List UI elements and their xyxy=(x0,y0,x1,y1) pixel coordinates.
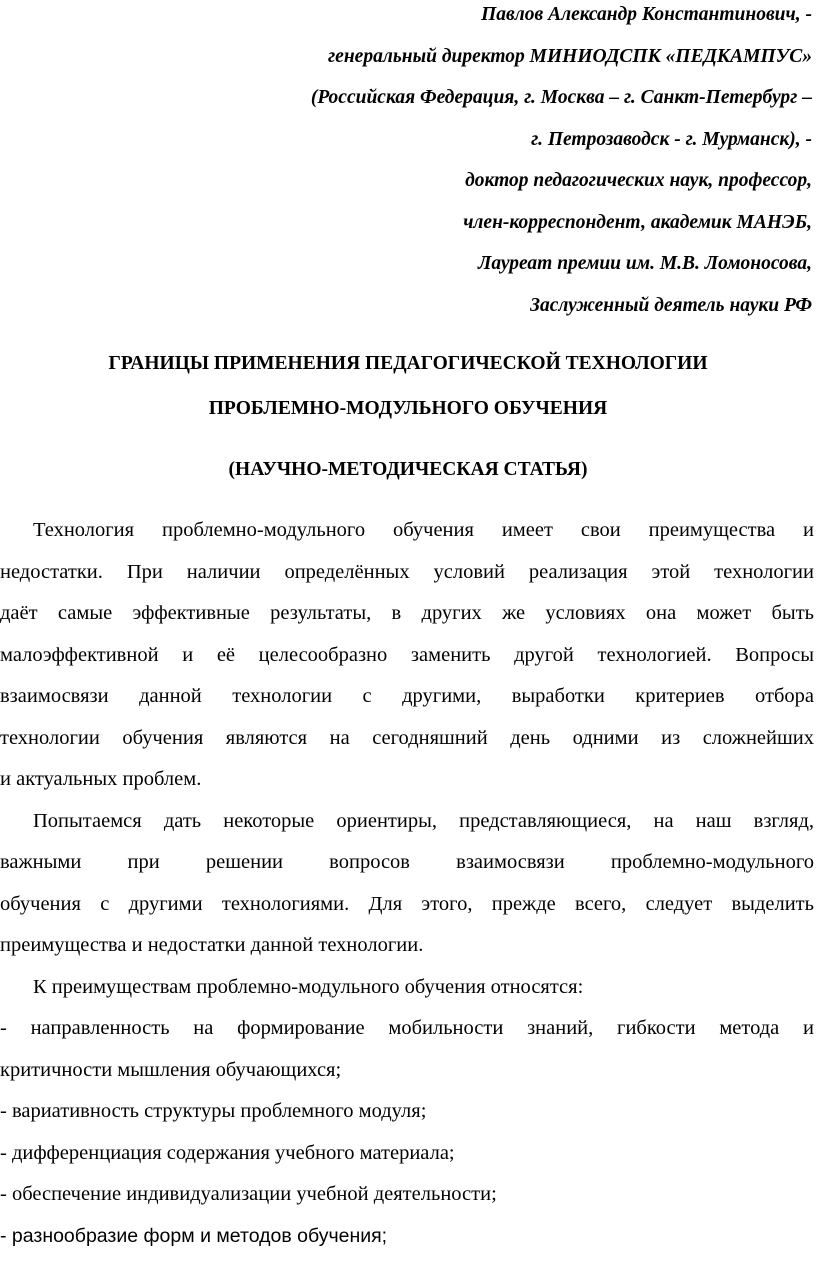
list-item: - дифференциация содержания учебного материала; xyxy=(0,1141,455,1164)
article-body xyxy=(0,510,814,1257)
author-position: генеральный директор МИНИОДСПК «ПЕДКАМПУС» xyxy=(327,45,812,67)
paragraph-2-line: важными при решении вопросов взаимосвязи проблемно-модульного xyxy=(0,851,814,873)
author-award: Лауреат премии им. М.В. Ломоносова, xyxy=(477,253,812,274)
paragraph-1-line: недостатки. При наличии определённых условий реализация этой технологии xyxy=(0,560,814,583)
author-block xyxy=(12,0,812,332)
paragraph-2-line: Попытаемся дать некоторые ориентиры, представляющиеся, на наш взгляд, xyxy=(33,809,814,832)
article-title-line-2: ПРОБЛЕМНО-МОДУЛЬНОГО ОБУЧЕНИЯ xyxy=(208,398,608,419)
author-degree: доктор педагогических наук, профессор, xyxy=(465,170,812,191)
author-location-cont: г. Петрозаводск - г. Мурманск), - xyxy=(531,128,812,150)
author-location: (Российская Федерация, г. Москва – г. Санкт-Петербург – xyxy=(310,87,812,108)
article-title-line-1: ГРАНИЦЫ ПРИМЕНЕНИЯ ПЕДАГОГИЧЕСКОЙ ТЕХНОЛОГИИ xyxy=(108,353,708,374)
list-item: - обеспечение индивидуализации учебной деятельности; xyxy=(0,1183,497,1205)
paragraph-1-line: даёт самые эффективные результаты, в других же условиях она может быть xyxy=(0,602,814,624)
list-item: - разнообразие форм и методов обучения; xyxy=(0,1224,388,1247)
paragraph-2-line: преимущества и недостатки данной технологии. xyxy=(0,934,424,956)
paragraph-1-line: малоэффективной и её целесообразно заменить другой технологией. Вопросы xyxy=(0,643,814,666)
paragraph-1-line: Технология проблемно-модульного обучения имеет свои преимущества и xyxy=(33,519,814,541)
author-honor: Заслуженный деятель науки РФ xyxy=(530,294,812,316)
list-item: - вариативность структуры проблемного модуля; xyxy=(0,1100,427,1122)
paragraph-1-line: и актуальных проблем. xyxy=(0,768,202,790)
list-item: - направленность на формирование мобильности знаний, гибкости метода и xyxy=(0,1017,814,1039)
author-membership: член-корреспондент, академик МАНЭБ, xyxy=(463,211,812,233)
list-item-cont: критичности мышления обучающихся; xyxy=(0,1058,342,1081)
paragraph-1-line: взаимосвязи данной технологии с другими, выработки критериев отбора xyxy=(0,685,814,707)
paragraph-2-line: обучения с другими технологиями. Для этого, прежде всего, следует выделить xyxy=(0,892,814,915)
paragraph-1-line: технологии обучения являются на сегодняшний день одними из сложнейших xyxy=(0,726,814,749)
author-name: Павлов Александр Константинович, - xyxy=(481,4,812,25)
advantages-intro: К преимуществам проблемно-модульного обучения относятся: xyxy=(33,975,584,998)
article-subtitle: (НАУЧНО-МЕТОДИЧЕСКАЯ СТАТЬЯ) xyxy=(228,459,588,480)
